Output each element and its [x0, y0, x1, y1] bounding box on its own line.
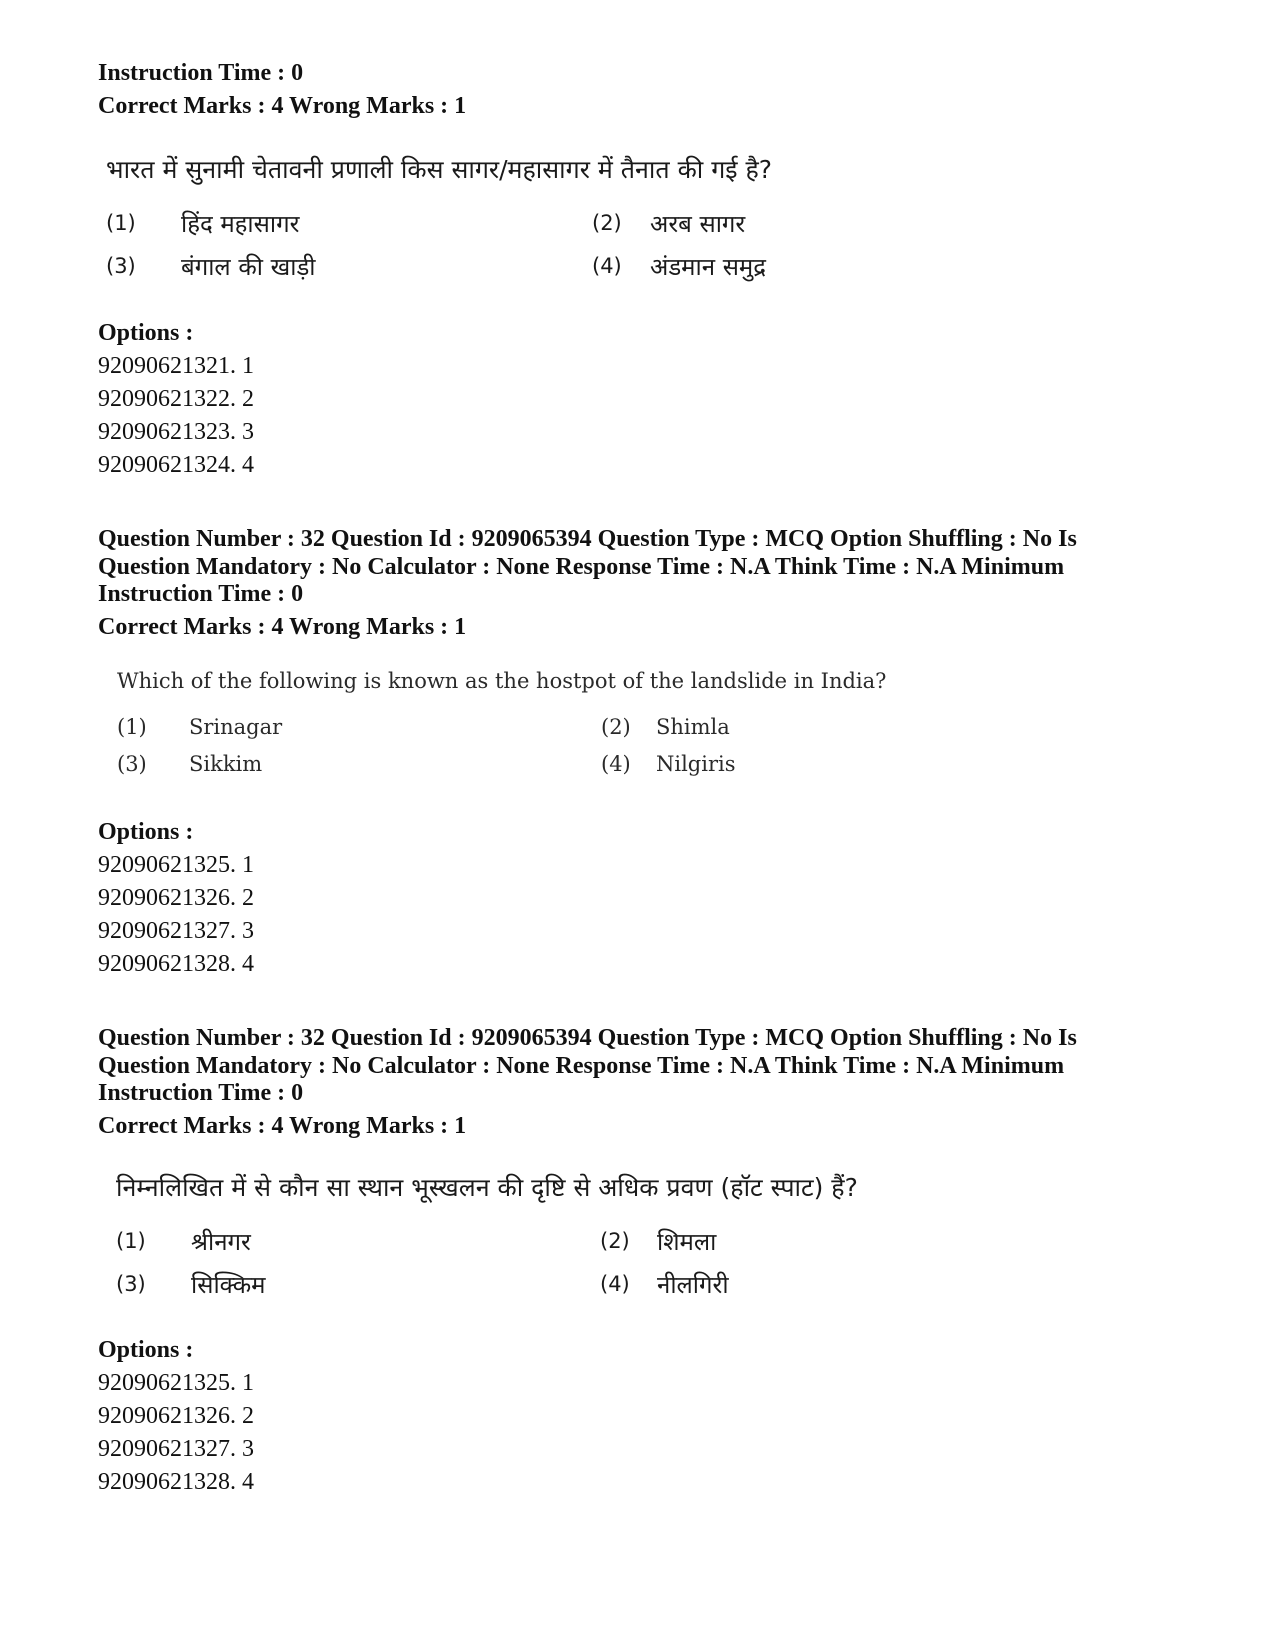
choice-text: श्रीनगर — [191, 1228, 251, 1256]
choice-text: अंडमान समुद्र — [650, 253, 767, 281]
choice-number: (4) — [600, 1272, 630, 1296]
choice-text: Sikkim — [189, 752, 263, 776]
options-label: Options : — [98, 1337, 194, 1363]
choice-text: Srinagar — [189, 715, 283, 739]
question-meta: Question Mandatory : No Calculator : None Response Time : N.A Think Time : N.A Minimum — [98, 554, 1065, 580]
choice-number: (1) — [106, 211, 136, 235]
question-text: निम्नलिखित में से कौन सा स्थान भूस्खलन की दृष्टि से अधिक प्रवण (हॉट स्पाट) हैं? — [116, 1173, 858, 1202]
options-label: Options : — [98, 819, 194, 845]
choice-number: (3) — [116, 1272, 146, 1296]
option-id: 92090621322. 2 — [98, 386, 254, 412]
option-id: 92090621327. 3 — [98, 918, 254, 944]
options-label: Options : — [98, 320, 194, 346]
choice-text: Nilgiris — [656, 752, 736, 776]
marks-line: Correct Marks : 4 Wrong Marks : 1 — [98, 1113, 467, 1139]
instruction-time: Instruction Time : 0 — [98, 60, 304, 86]
choice-number: (1) — [117, 715, 147, 739]
question-text: Which of the following is known as the hostpot of the landslide in India? — [117, 669, 887, 693]
option-id: 92090621327. 3 — [98, 1436, 254, 1462]
choice-text: सिक्किम — [191, 1271, 266, 1299]
option-id: 92090621321. 1 — [98, 353, 254, 379]
choice-text: हिंद महासागर — [181, 210, 300, 238]
choice-number: (1) — [116, 1229, 146, 1253]
option-id: 92090621323. 3 — [98, 419, 254, 445]
choice-number: (2) — [600, 1229, 630, 1253]
choice-number: (4) — [592, 254, 622, 278]
option-id: 92090621325. 1 — [98, 1370, 254, 1396]
option-id: 92090621324. 4 — [98, 452, 254, 478]
question-meta: Question Mandatory : No Calculator : None Response Time : N.A Think Time : N.A Minimum — [98, 1053, 1065, 1079]
choice-text: अरब सागर — [650, 210, 746, 238]
choice-number: (2) — [592, 211, 622, 235]
question-meta: Question Number : 32 Question Id : 9209065394 Question Type : MCQ Option Shuffling : No Is — [98, 1025, 1077, 1051]
choice-number: (4) — [601, 752, 631, 776]
choice-number: (2) — [601, 715, 631, 739]
choice-text: Shimla — [656, 715, 730, 739]
choice-number: (3) — [117, 752, 147, 776]
option-id: 92090621326. 2 — [98, 885, 254, 911]
choice-number: (3) — [106, 254, 136, 278]
choice-text: बंगाल की खाड़ी — [181, 253, 316, 281]
instruction-time: Instruction Time : 0 — [98, 581, 304, 607]
question-text: भारत में सुनामी चेतावनी प्रणाली किस सागर/महासागर में तैनात की गई है? — [106, 155, 773, 184]
option-id: 92090621325. 1 — [98, 852, 254, 878]
choice-text: नीलगिरी — [657, 1271, 729, 1299]
instruction-time: Instruction Time : 0 — [98, 1080, 304, 1106]
option-id: 92090621328. 4 — [98, 951, 254, 977]
option-id: 92090621328. 4 — [98, 1469, 254, 1495]
marks-line: Correct Marks : 4 Wrong Marks : 1 — [98, 93, 467, 119]
marks-line: Correct Marks : 4 Wrong Marks : 1 — [98, 614, 467, 640]
question-meta: Question Number : 32 Question Id : 9209065394 Question Type : MCQ Option Shuffling : No Is — [98, 526, 1077, 552]
choice-text: शिमला — [657, 1228, 717, 1256]
option-id: 92090621326. 2 — [98, 1403, 254, 1429]
